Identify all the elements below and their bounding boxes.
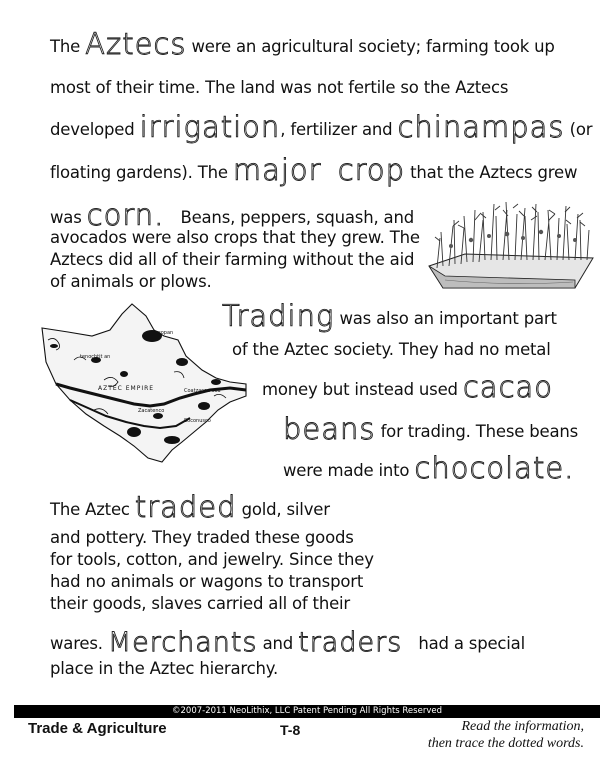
trace-word: chinampas [397, 110, 565, 144]
svg-text:tenochtit an: tenochtit an [80, 354, 111, 360]
svg-text:Zacatenco: Zacatenco [138, 408, 165, 414]
copyright-bar: ©2007-2011 NeoLithix, LLC Patent Pending All Rights Reserved [14, 705, 600, 718]
trace-word: crop [337, 153, 406, 187]
trace-word: irrigation [139, 110, 281, 144]
text-line: of animals or plows. [50, 272, 212, 291]
trace-word: chocolate. [414, 451, 575, 485]
svg-text:Soconusco: Soconusco [184, 418, 211, 424]
text-line: money but instead used cacao [262, 370, 554, 404]
text-line: place in the Aztec hierarchy. [50, 659, 279, 678]
chinampa-illustration [425, 196, 597, 292]
aztec-empire-map [34, 300, 252, 470]
page-number: T-8 [280, 722, 301, 738]
section-title: Trade & Agriculture [28, 720, 167, 737]
text-line: had no animals or wagons to transport [50, 572, 364, 591]
trace-word: Trading [222, 299, 335, 333]
trace-word: Merchants [107, 627, 258, 658]
text-line: Trading was also an important part [222, 299, 557, 333]
text-line: avocados were also crops that they grew. The [50, 228, 420, 247]
svg-text:Coatzacoa coa: Coatzacoa coa [184, 388, 221, 394]
text-line: were made into chocolate. [283, 451, 575, 485]
trace-word: corn. [86, 198, 165, 232]
text-line: The Aztecs were an agricultural society; farming took up [50, 27, 555, 61]
text-line: and pottery. They traded these goods [50, 528, 354, 547]
text-line: developed irrigation, fertilizer and chinampas (or [50, 110, 593, 144]
text-line: beans for trading. These beans [283, 412, 579, 446]
text-line: The Aztec traded gold, silver [50, 490, 330, 524]
text-line: Aztecs did all of their farming without the aid [50, 250, 415, 269]
text-line: their goods, slaves carried all of their [50, 594, 350, 613]
text-line: was corn. Beans, peppers, squash, and [50, 198, 414, 232]
text-line: of the Aztec society. They had no metal [232, 340, 551, 359]
trace-word: traders [298, 627, 403, 658]
svg-text:AZTEC EMPIRE: AZTEC EMPIRE [98, 385, 155, 392]
svg-text:copan: copan [158, 330, 174, 336]
trace-word: beans [283, 412, 376, 446]
text-line: wares. Merchants and traders had a special [50, 627, 525, 658]
text-line: floating gardens). The major crop that the Aztecs grew [50, 153, 578, 187]
instructions: Read the information, then trace the dotted words. [427, 719, 584, 751]
trace-word: major [232, 153, 322, 187]
text-line: most of their time. The land was not fertile so the Aztecs [50, 78, 509, 97]
trace-word: cacao [462, 370, 554, 404]
trace-word: traded [134, 490, 237, 524]
trace-word: Aztecs [85, 27, 187, 61]
text-line: for tools, cotton, and jewelry. Since they [50, 550, 374, 569]
